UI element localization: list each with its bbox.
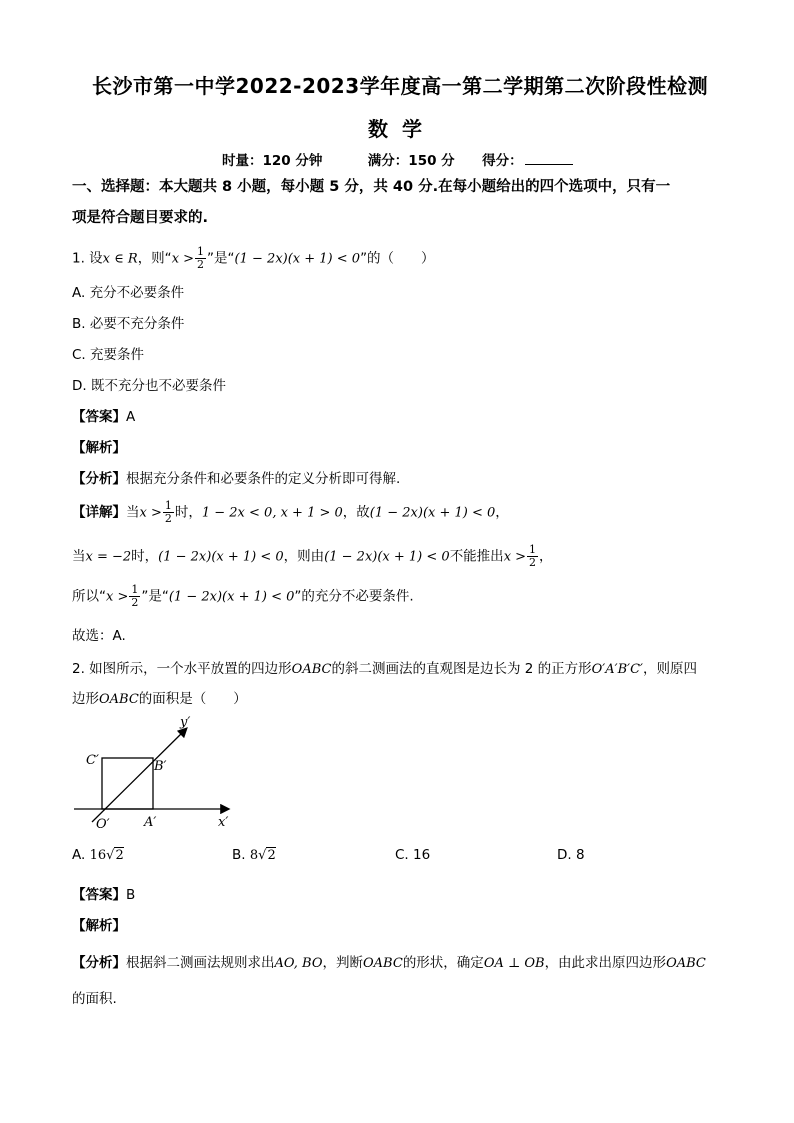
q1-stem: 1. 设x ∈ R，则“x > $\frac{1}{2}$ ”是“(1 − 2x)(x + 1) < 0”的（ ） bbox=[72, 245, 435, 271]
q1-fenxi: 【分析】根据充分条件和必要条件的定义分析即可得解. bbox=[72, 471, 401, 487]
q2-option-a: A. 16√2 bbox=[72, 847, 124, 863]
point-a-label: A′ bbox=[144, 815, 157, 830]
q1-choose: 故选：A. bbox=[72, 628, 126, 644]
subject-heading: 数学 bbox=[368, 117, 436, 141]
q2-option-b: B. 8√2 bbox=[232, 847, 276, 863]
q2-answer: 【答案】B bbox=[72, 887, 136, 903]
q2-option-d: D. 8 bbox=[557, 847, 585, 863]
q2-stem-line1: 2. 如图所示，一个水平放置的四边形OABC的斜二测画法的直观图是边长为 2 的正方形O′A′B′C′，则原四 bbox=[72, 661, 697, 677]
q2-option-c: C. 16 bbox=[395, 847, 431, 863]
square-oabc bbox=[102, 758, 153, 809]
score-blank bbox=[525, 152, 573, 165]
point-o-label: O′ bbox=[96, 817, 110, 832]
q1-option-b: B. 必要不充分条件 bbox=[72, 316, 185, 332]
q1-option-c: C. 充要条件 bbox=[72, 347, 145, 363]
section-heading-line2: 项是符合题目要求的. bbox=[72, 210, 209, 226]
point-b-label: B′ bbox=[154, 759, 167, 774]
q1-detail-line3: 所以“x > $\frac{1}{2}$ ”是“(1 − 2x)(x + 1) < 0”的充分不必要条件. bbox=[72, 583, 414, 609]
fraction: $\frac{1}{2}$ bbox=[197, 245, 205, 271]
q1-detail-line2: 当x = −2时，(1 − 2x)(x + 1) < 0，则由(1 − 2x)(x + 1) < 0不能推出x > $\frac{1}{2}$ ， bbox=[72, 543, 553, 569]
x-axis-label: x′ bbox=[218, 815, 229, 830]
fraction: $\frac{1}{2}$ bbox=[529, 543, 537, 569]
time-label: 时量：120 分钟 bbox=[222, 153, 323, 169]
fraction: $\frac{1}{2}$ bbox=[131, 583, 139, 609]
oblique-projection-figure bbox=[70, 712, 245, 834]
section-heading-line1: 一、选择题：本大题共 8 小题，每小题 5 分，共 40 分.在每小题给出的四个选项中，只有一 bbox=[72, 179, 671, 195]
y-axis bbox=[92, 729, 186, 822]
q1-analysis-tag: 【解析】 bbox=[72, 440, 126, 456]
q2-analysis-tag: 【解析】 bbox=[72, 918, 126, 934]
fraction: $\frac{1}{2}$ bbox=[164, 499, 172, 525]
q2-stem-line2: 边形OABC的面积是（ ） bbox=[72, 691, 247, 707]
point-c-label: C′ bbox=[86, 753, 99, 768]
q1-option-d: D. 既不充分也不必要条件 bbox=[72, 378, 226, 394]
y-axis-label: y′ bbox=[180, 715, 191, 730]
got-label: 得分： bbox=[482, 153, 523, 169]
document-title: 长沙市第一中学2022-2023学年度高一第二学期第二次阶段性检测 bbox=[92, 74, 709, 98]
q1-option-a: A. 充分不必要条件 bbox=[72, 285, 185, 301]
q2-fenxi-line2: 的面积. bbox=[72, 991, 117, 1007]
q1-answer: 【答案】A bbox=[72, 409, 136, 425]
exam-meta bbox=[222, 149, 573, 169]
q1-detail-line1: 【详解】当x > $\frac{1}{2}$ 时，1 − 2x < 0, x + 1 > 0，故(1 − 2x)(x + 1) < 0， bbox=[72, 499, 509, 525]
q2-fenxi-line1: 【分析】根据斜二测画法规则求出AO, BO，判断OABC的形状，确定OA ⊥ OB，由此求出原四边形OABC bbox=[72, 955, 706, 971]
score-label: 满分：150 分 bbox=[367, 153, 455, 169]
